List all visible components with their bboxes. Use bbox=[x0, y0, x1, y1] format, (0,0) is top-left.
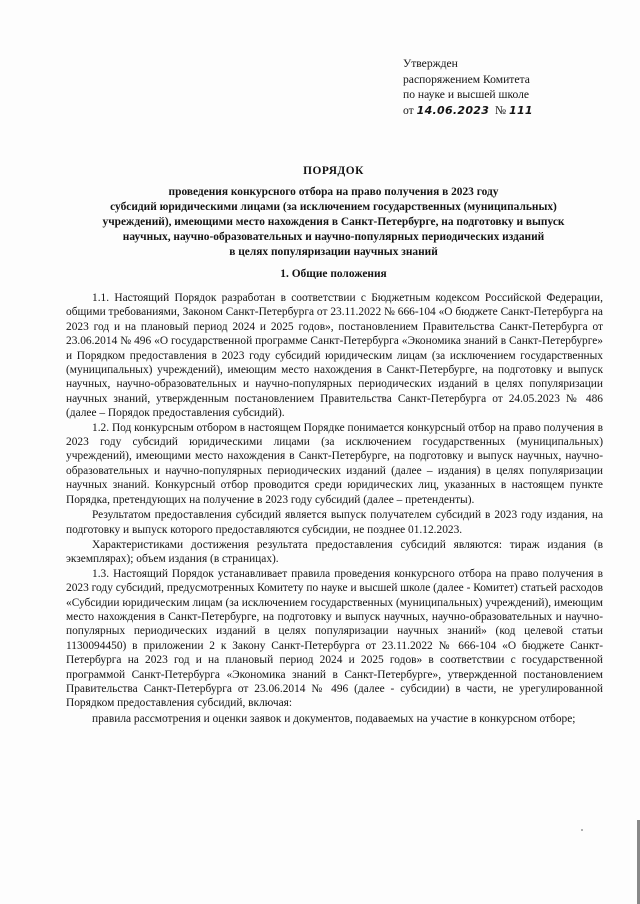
paragraph: Характеристиками достижения результата предоставления субсидий являются: тираж издания (в экземплярах); объем издания (в страницах). bbox=[66, 538, 603, 566]
document-title bbox=[66, 164, 601, 260]
title-line-4: учреждений), имеющими место нахождения в Санкт-Петербурге, на подготовку и выпуск bbox=[102, 216, 565, 228]
title-line-6: в целях популяризации научных знаний bbox=[229, 246, 438, 258]
number-prefix: № bbox=[495, 103, 507, 117]
paragraph: 1.2. Под конкурсным отбором в настоящем Порядке понимается конкурсный отбор на право получения в 2023 году субсидий юридическими лицами (за исключением государственных (муниципальных) учреждений), имеющими место нахождения в Санкт-Петербурге, на подготовку и выпуск научных, научно-образовательных и научно-популярных периодических изданий (далее – издания) в целях популяризации научных знаний. Конкурсный отбор проводится среди юридических лиц, указанных в настоящем пункте Порядка, претендующих на получение в 2023 году субсидий (далее – претенденты). bbox=[66, 421, 603, 506]
paragraph: 1.3. Настоящий Порядок устанавливает правила проведения конкурсного отбора на право получения в 2023 году субсидий, предусмотренных Комитету по науке и высшей школе (далее - Комитет) статьей расходов «Субсидии юридическим лицам (за исключением государственных (муниципальных) учреждений), имеющим место нахождения в Санкт-Петербурге, на подготовку и выпуск научных, научно-образовательных и научно-популярных периодических изданий в целях популяризации научных знаний» (код целевой статьи 1130094450) в приложении 2 к Закону Санкт-Петербурга от 23.11.2022 № 666-104 «О бюджете Санкт-Петербурга на 2023 год и на плановый период 2024 и 2025 годов» в соответствии с государственной программой Санкт-Петербурга «Экономика знаний в Санкт-Петербурге», утвержденной постановлением Правительства Санкт-Петербурга от 23.06.2014 № 496 (далее - субсидии) в части, не урегулированной Порядком предоставления субсидий, включая: bbox=[66, 567, 603, 710]
paragraph: правила рассмотрения и оценки заявок и документов, подаваемых на участие в конкурсном отборе; bbox=[92, 712, 576, 725]
approval-line-1: Утвержден bbox=[403, 57, 458, 70]
paragraph: Результатом предоставления субсидий является выпуск получателем субсидий в 2023 году издания, на подготовку и выпуск которого предоставляются субсидии, не позднее 01.12.2023. bbox=[66, 509, 603, 536]
approval-date: 14.06.2023 bbox=[416, 103, 490, 117]
title-line-3: субсидий юридическими лицами (за исключением государственных (муниципальных) bbox=[110, 201, 557, 213]
scan-speck bbox=[581, 829, 583, 831]
approval-number: 111 bbox=[508, 103, 533, 117]
approval-line-3: по науке и высшей школе bbox=[403, 88, 530, 101]
title-line-2: проведения конкурсного отбора на право получения в 2023 году bbox=[168, 186, 499, 198]
approval-date-line bbox=[403, 103, 603, 119]
title-line-1: ПОРЯДОК bbox=[303, 165, 364, 177]
date-prefix: от bbox=[403, 103, 414, 117]
section-body bbox=[66, 291, 603, 726]
approval-line-2: распоряжением Комитета bbox=[403, 72, 530, 86]
approval-stamp bbox=[403, 56, 603, 118]
paragraph: 1.1. Настоящий Порядок разработан в соответствии с Бюджетным кодексом Российской Федерации, общими требованиями, Законом Санкт-Петербурга от 23.11.2022 № 666-104 «О бюджете Санкт-Петербурга на 2023 год и на плановый период 2024 и 2025 годов», постановлением Правительства Санкт-Петербурга от 23.06.2014 № 496 «О государственной программе Санкт-Петербурга «Экономика знаний в Санкт-Петербурге» и Порядком предоставления в 2023 году субсидий юридическим лицам (за исключением государственных (муниципальных) учреждений), имеющим место нахождения в Санкт-Петербурге, на подготовку и выпуск научных, научно-образовательных и научно-популярных периодических изданий в целях популяризации научных знаний, утвержденным постановлением Правительства Санкт-Петербурга от 24.05.2023 № 486 (далее – Порядок предоставления субсидий). bbox=[66, 292, 603, 420]
title-line-5: научных, научно-образовательных и научно-популярных периодических изданий bbox=[122, 231, 545, 243]
section-heading: 1. Общие положения bbox=[280, 268, 387, 280]
